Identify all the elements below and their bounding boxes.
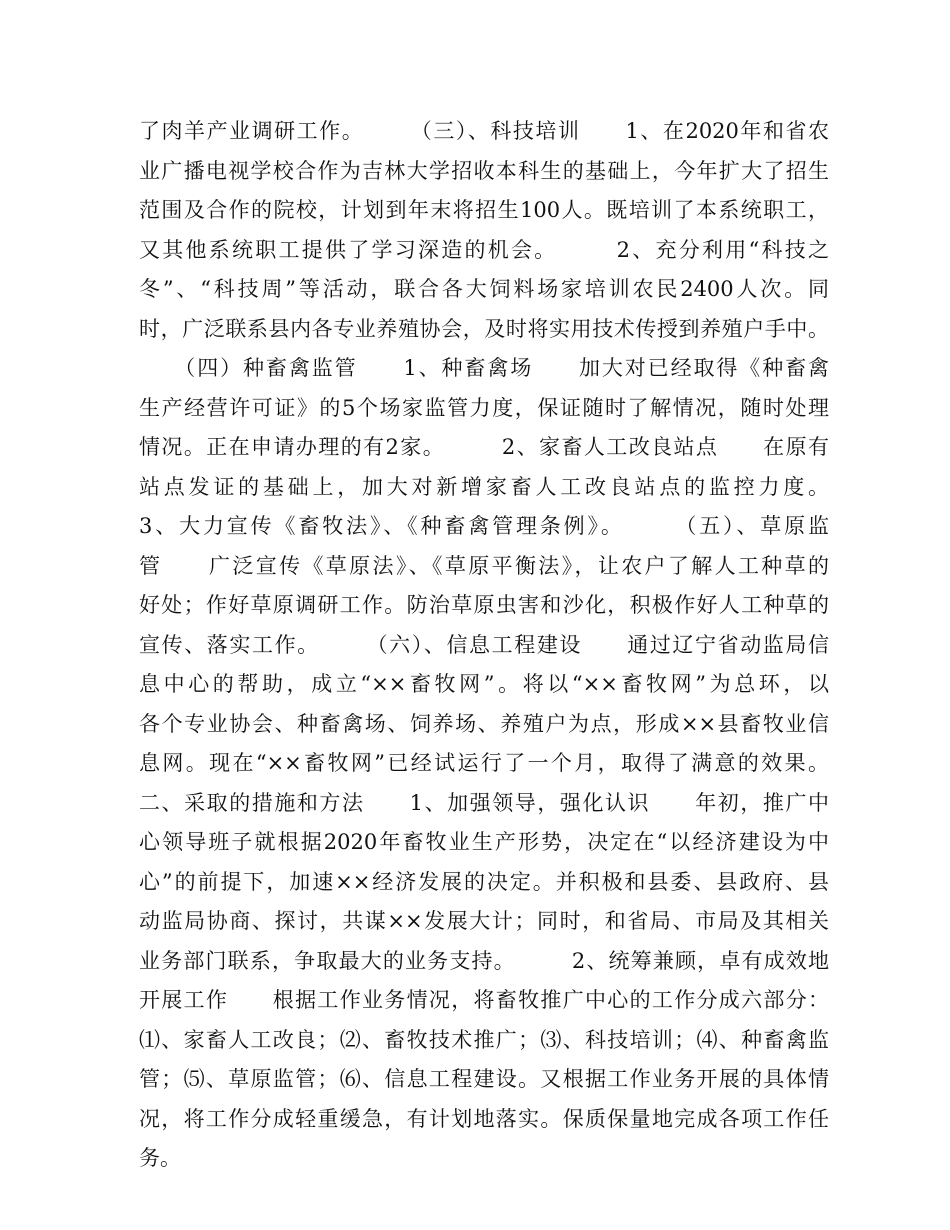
body-text-line: 站点发证的基础上，加大对新增家畜人工改良站点的监控力度。 [139, 474, 829, 499]
body-text-line: 息网。现在“××畜牧网”已经试运行了一个月，取得了满意的效果。 [139, 751, 829, 775]
body-text-line: 业广播电视学校合作为吉林大学招收本科生的基础上，今年扩大了招生 [139, 158, 829, 183]
document-body [139, 112, 829, 1179]
body-text-line: 心领导班子就根据2020年畜牧业生产形势，决定在“以经济建设为中 [139, 830, 829, 854]
body-text-line: 动监局协商、探讨，共谋××发展大计；同时，和省局、市局及其相关 [139, 909, 829, 933]
body-text-line: 二、采取的措施和方法 1、加强领导，强化认识 年初，推广中 [139, 790, 829, 815]
body-text-line: 宣传、落实工作。 （六）、信息工程建设 通过辽宁省动监局信 [139, 632, 829, 657]
body-text-line: 好处；作好草原调研工作。防治草原虫害和沙化，积极作好人工种草的 [139, 593, 829, 617]
body-text-line: 管；⑸、草原监管；⑹、信息工程建设。又根据工作业务开展的具体情 [139, 1067, 829, 1091]
body-text-line: 业务部门联系，争取最大的业务支持。 2、统筹兼顾，卓有成效地 [139, 948, 829, 973]
body-text-line: 又其他系统职工提供了学习深造的机会。 2、充分利用“科技之 [139, 237, 829, 262]
body-text-line: 心”的前提下，加速××经济发展的决定。并积极和县委、县政府、县 [139, 869, 829, 894]
body-text-line: 范围及合作的院校，计划到年末将招生100人。既培训了本系统职工， [139, 198, 829, 222]
body-text-line: 了肉羊产业调研工作。 （三）、科技培训 1、在2020年和省农 [139, 119, 829, 143]
body-text-line: 时，广泛联系县内各专业养殖协会，及时将实用技术传授到养殖户手中。 [139, 316, 829, 341]
body-text-line: 息中心的帮助，成立“××畜牧网”。将以“××畜牧网”为总环，以 [139, 672, 829, 696]
body-text-line: 务。 [139, 1146, 181, 1170]
body-text-line: （四）种畜禽监管 1、种畜禽场 加大对已经取得《种畜禽 [139, 356, 829, 380]
body-text-line: 冬”、“科技周”等活动，联合各大饲料场家培训农民2400人次。同 [139, 277, 829, 301]
body-text-line: 况，将工作分成轻重缓急，有计划地落实。保质保量地完成各项工作任 [139, 1106, 829, 1131]
body-text-line: 管 广泛宣传《草原法》、《草原平衡法》，让农户了解人工种草的 [139, 553, 829, 578]
body-text-line: 生产经营许可证》的5个场家监管力度，保证随时了解情况，随时处理 [139, 395, 829, 420]
body-text-line: 开展工作 根据工作业务情况，将畜牧推广中心的工作分成六部分： [139, 988, 829, 1012]
body-text-line: 各个专业协会、种畜禽场、饲养场、养殖户为点，形成××县畜牧业信 [139, 711, 829, 736]
body-text-line: ⑴、家畜人工改良；⑵、畜牧技术推广；⑶、科技培训；⑷、种畜禽监 [139, 1027, 829, 1052]
body-text-line: 3、大力宣传《畜牧法》、《种畜禽管理条例》。 （五）、草原监 [139, 514, 829, 538]
body-text-line: 情况。正在申请办理的有2家。 2、家畜人工改良站点 在原有 [139, 435, 829, 459]
